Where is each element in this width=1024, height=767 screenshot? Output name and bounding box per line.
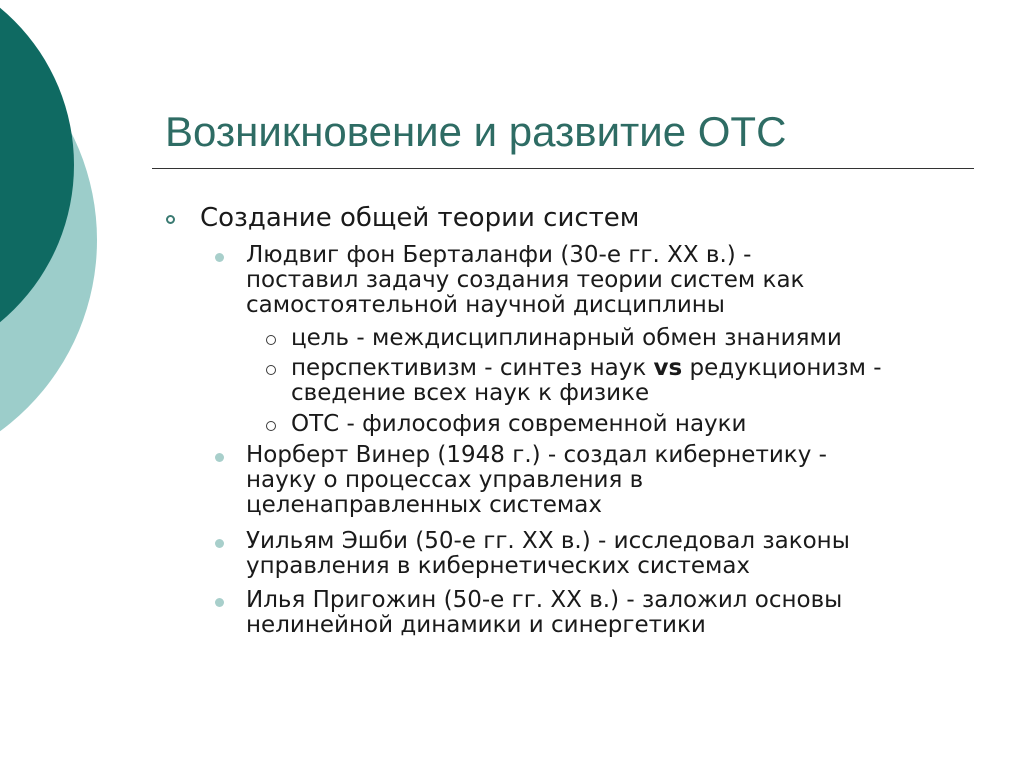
list-item-line: нелинейной динамики и синергетики [246,612,706,638]
list-item-prigogine [246,588,842,638]
sub-item-line: цель - междисциплинарный обмен знаниями [291,325,842,351]
list-item-line: целенаправленных системах [246,492,602,518]
list-item-line: самостоятельной научной дисциплины [246,292,725,318]
list-item-line: Илья Пригожин (50-е гг. XX в.) - заложил основы [246,587,843,613]
sub-item-ots [291,412,747,437]
list-item-line: Людвиг фон Берталанфи (30-е гг. XX в.) - [246,242,752,268]
hollow-circle-bullet-icon [266,421,276,431]
sub-item-line: сведение всех наук к физике [291,380,650,406]
sub-item-line [291,356,882,381]
dot-bullet-icon [215,598,224,607]
dot-bullet-icon [215,253,224,262]
list-item-line: поставил задачу создания теории систем как [246,267,805,293]
text-segment: редукционизм - [682,355,882,381]
list-item-line: науку о процессах управления в [246,467,644,493]
text-segment: перспективизм - синтез наук [291,355,654,381]
decorative-circles [0,0,140,767]
sub-item-line: ОТС - философия современной науки [291,411,747,437]
sub-item-goal [291,326,842,351]
list-item-line: Уильям Эшби (50-е гг. XX в.) - исследовал законы [246,528,850,554]
dot-bullet-icon [215,539,224,548]
list-item-bertalanffy [246,243,804,318]
sub-item-perspectivism [291,356,882,406]
title-divider [152,168,974,169]
bold-text-vs: vs [653,355,683,381]
hollow-circle-bullet-icon [166,215,175,224]
hollow-circle-bullet-icon [266,365,276,375]
list-item-line: управления в кибернетических системах [246,553,751,579]
section-heading: Создание общей теории систем [200,203,640,233]
hollow-circle-bullet-icon [266,335,276,345]
dot-bullet-icon [215,453,224,462]
list-item-ashby [246,529,850,579]
slide-title: Возникновение и развитие ОТС [165,108,787,155]
list-item-line: Норберт Винер (1948 г.) - создал кибернетику - [246,442,827,468]
list-item-wiener [246,443,827,518]
